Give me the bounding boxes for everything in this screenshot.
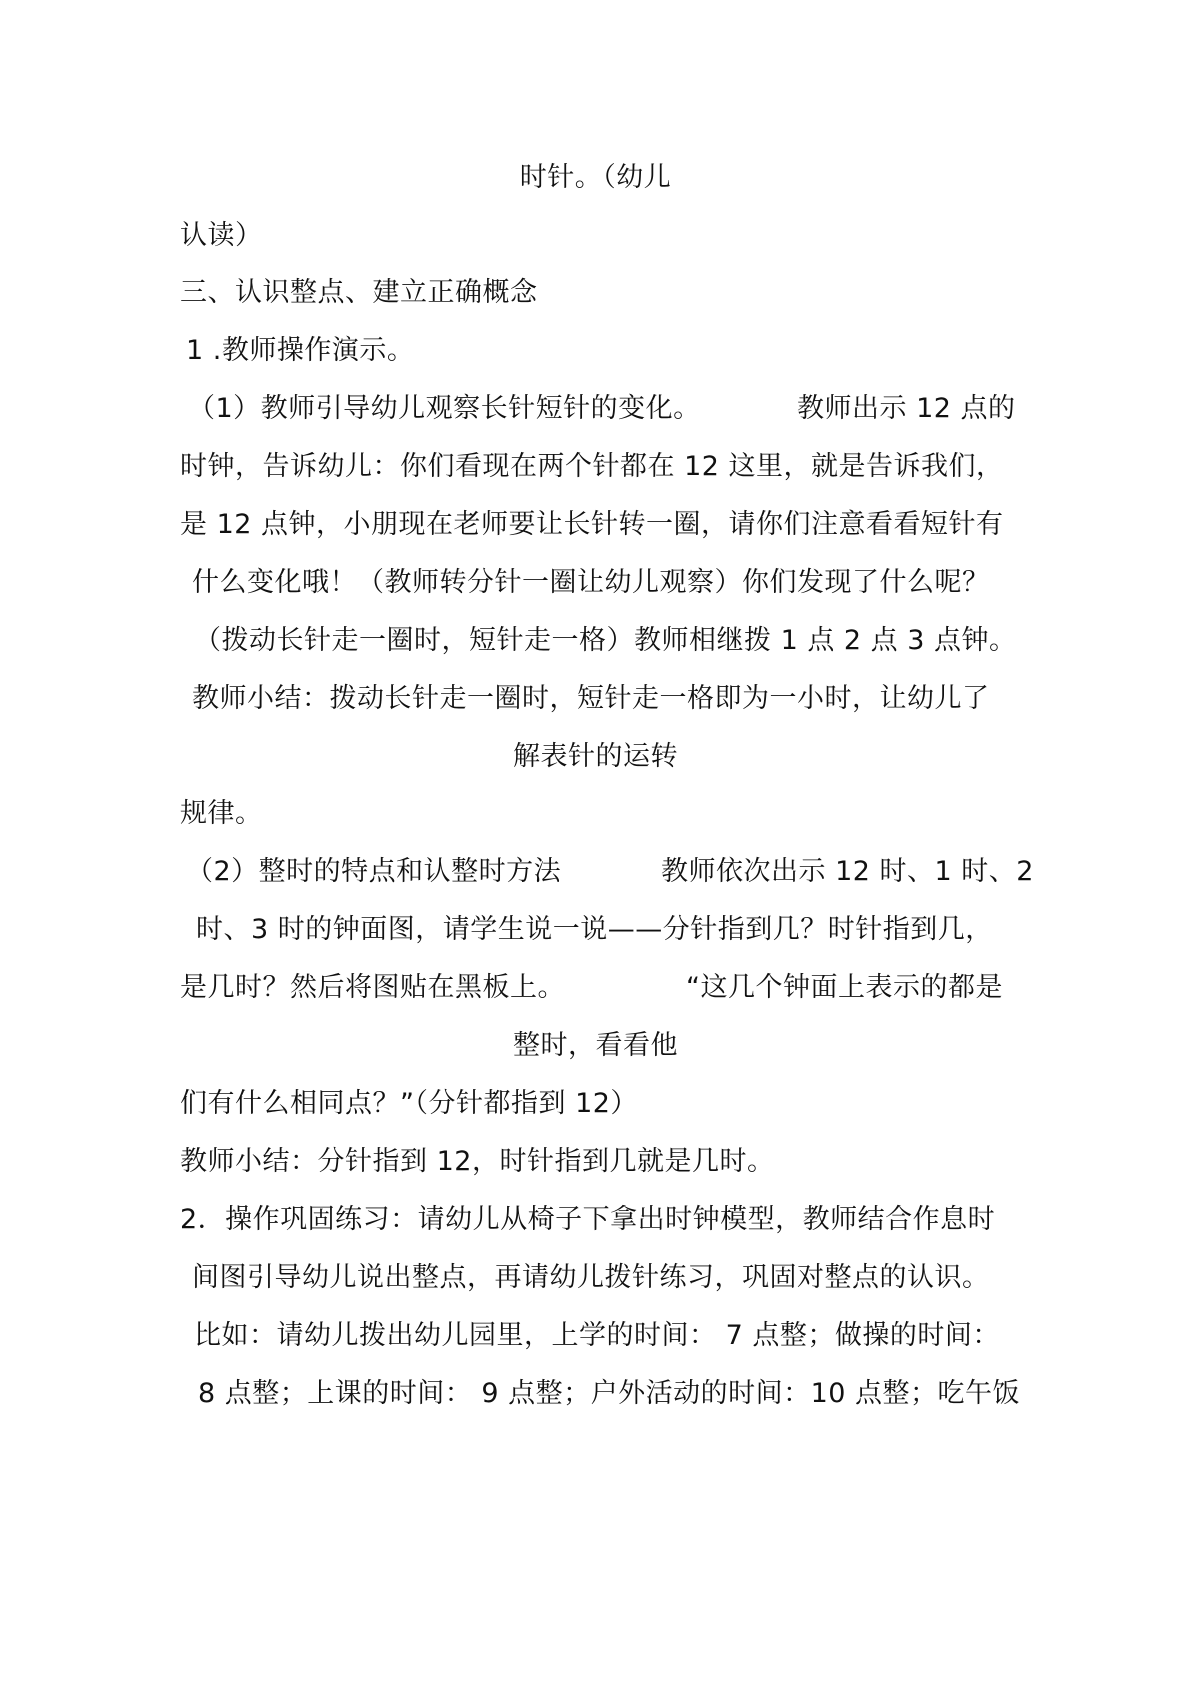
- text-line-5b: 教师出示 12 点的: [797, 393, 1016, 424]
- text-line-11: 解表针的运转: [513, 741, 678, 772]
- text-line-19: 2．操作巩固练习：请幼儿从椅子下拿出时钟模型，教师结合作息时: [180, 1204, 996, 1235]
- text-line-15a: 是几时？然后将图贴在黑板上。: [180, 972, 565, 1003]
- text-line-3: 三、认识整点、建立正确概念: [180, 277, 538, 308]
- text-line-10: 教师小结：拨动长针走一圈时，短针走一格即为一小时，让幼儿了: [192, 683, 990, 714]
- text-line-13a: （2）整时的特点和认整时方法: [186, 856, 562, 887]
- text-line-2: 认读）: [180, 220, 263, 251]
- text-line-4: 1 .教师操作演示。: [186, 335, 415, 366]
- text-line-12: 规律。: [180, 798, 263, 829]
- text-line-14: 时、3 时的钟面图，请学生说一说——分针指到几？时针指到几，: [196, 914, 993, 945]
- text-line-6: 时钟，告诉幼儿：你们看现在两个针都在 12 这里，就是告诉我们，: [180, 451, 1004, 482]
- text-line-21: 比如：请幼儿拨出幼儿园里，上学的时间： 7 点整；做操的时间：: [194, 1320, 1000, 1351]
- text-line-1: 时针。（幼儿: [519, 162, 672, 193]
- text-line-18: 教师小结：分针指到 12，时针指到几就是几时。: [180, 1146, 775, 1177]
- text-line-8: 什么变化哦！（教师转分针一圈让幼儿观察）你们发现了什么呢？: [192, 567, 990, 598]
- text-line-20: 间图引导幼儿说出整点，再请幼儿拨针练习，巩固对整点的认识。: [192, 1262, 990, 1293]
- text-line-15b: “这几个钟面上表示的都是: [686, 972, 1003, 1003]
- text-line-9: （拨动长针走一圈时，短针走一格）教师相继拨 1 点 2 点 3 点钟。: [194, 625, 1017, 656]
- text-line-22: 8 点整；上课的时间： 9 点整；户外活动的时间：10 点整；吃午饭: [198, 1378, 1021, 1409]
- text-line-17: 们有什么相同点？”（分针都指到 12）: [180, 1088, 638, 1119]
- text-line-5a: （1）教师引导幼儿观察长针短针的变化。: [188, 393, 701, 424]
- text-line-13b: 教师依次出示 12 时、1 时、2: [661, 856, 1034, 887]
- text-line-16: 整时，看看他: [513, 1030, 678, 1061]
- text-line-7: 是 12 点钟，小朋现在老师要让长针转一圈，请你们注意看看短针有: [180, 509, 1004, 540]
